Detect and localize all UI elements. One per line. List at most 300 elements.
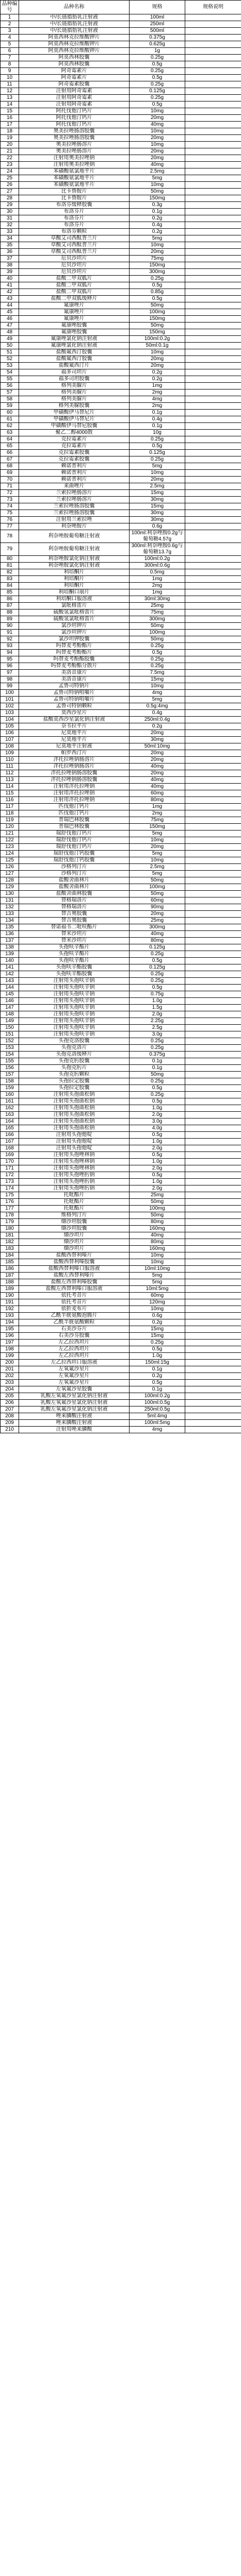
cell-product-name: 布洛芬颗粒 — [19, 229, 130, 235]
cell-product-name: 唑来膦酸注射液 — [19, 1420, 130, 1427]
cell-product-no: 149 — [1, 1018, 19, 1025]
table-row — [1, 730, 241, 737]
cell-spec-note — [185, 1045, 241, 1052]
cell-spec: 30mg — [130, 737, 185, 743]
cell-spec: 150mg — [130, 329, 185, 336]
cell-product-no: 15 — [1, 108, 19, 115]
cell-product-name: 乳酸左氧氟沙星氯化钠注射液 — [19, 1400, 130, 1406]
cell-spec: 1mg — [130, 589, 185, 596]
table-row — [1, 777, 241, 784]
cell-product-no: 58 — [1, 396, 19, 403]
cell-spec: 0.2g — [130, 1319, 185, 1326]
table-row — [1, 383, 241, 389]
cell-product-name: 厄贝沙坦片 — [19, 269, 130, 276]
cell-spec: 10mg — [130, 142, 185, 148]
cell-spec-note — [185, 770, 241, 777]
cell-product-name: 布洛芬片 — [19, 222, 130, 229]
cell-spec-note — [185, 229, 241, 235]
cell-spec: 50ml:10mg — [130, 743, 185, 750]
cell-product-no: 172 — [1, 1172, 19, 1179]
cell-product-name: 头孢克洛缓释片 — [19, 1052, 130, 1058]
table-row — [1, 510, 241, 517]
cell-product-no: 151 — [1, 1031, 19, 1038]
cell-product-no: 164 — [1, 1118, 19, 1125]
table-row — [1, 1159, 241, 1165]
cell-spec: 5mg — [130, 871, 185, 877]
cell-product-name: 注射用泮托拉唑钠 — [19, 790, 130, 797]
cell-product-no: 119 — [1, 817, 19, 824]
table-row — [1, 1206, 241, 1212]
cell-product-no: 6 — [1, 48, 19, 55]
cell-spec-note — [185, 1118, 241, 1125]
cell-product-name: 乙酰半胱氨酸泡腾片 — [19, 1313, 130, 1319]
table-row — [1, 837, 241, 844]
cell-product-name: 注射用阿奇霉素 — [19, 95, 130, 101]
cell-spec-note — [185, 730, 241, 737]
cell-product-name: 瑞舒伐他汀钙胶囊 — [19, 857, 130, 864]
cell-spec: 120mg — [130, 1299, 185, 1306]
cell-product-no: 94 — [1, 650, 19, 656]
table-row — [1, 356, 241, 363]
table-row — [1, 1005, 241, 1011]
cell-spec: 0.1g — [130, 1366, 185, 1373]
cell-product-no: 205 — [1, 1393, 19, 1400]
cell-spec-note — [185, 1252, 241, 1259]
cell-spec-note — [185, 470, 241, 477]
cell-spec-note — [185, 323, 241, 329]
cell-product-no: 47 — [1, 323, 19, 329]
cell-spec-note — [185, 670, 241, 676]
cell-product-no: 188 — [1, 1279, 19, 1286]
table-row — [1, 1346, 241, 1353]
cell-product-no: 148 — [1, 1011, 19, 1018]
cell-product-name: 替吉奥胶囊 — [19, 911, 130, 918]
cell-product-name: 奥美拉唑肠溶片 — [19, 142, 130, 148]
table-row — [1, 369, 241, 376]
cell-product-name: 盐酸舍曲林片 — [19, 877, 130, 884]
table-row — [1, 891, 241, 897]
table-row — [1, 35, 241, 41]
cell-product-no: 95 — [1, 656, 19, 663]
table-row — [1, 1413, 241, 1420]
table-row — [1, 797, 241, 804]
cell-product-name: 阿托伐他汀钙片 — [19, 122, 130, 128]
table-row — [1, 1373, 241, 1380]
cell-spec-note — [185, 1185, 241, 1192]
cell-product-name: 泮托拉唑钠肠溶片 — [19, 764, 130, 770]
cell-spec-note — [185, 703, 241, 710]
cell-product-name: 苯磺酸氨氯地平片 — [19, 182, 130, 189]
cell-spec: 300mg — [130, 924, 185, 931]
cell-spec-note — [185, 737, 241, 743]
cell-spec-note — [185, 951, 241, 958]
cell-spec: 4mg — [130, 1427, 185, 1433]
cell-product-name: 缬沙坦胶囊 — [19, 1219, 130, 1226]
cell-spec: 0.2g — [130, 723, 185, 730]
cell-spec-note — [185, 383, 241, 389]
table-row — [1, 1266, 241, 1273]
cell-product-name: 左乙拉西坦片 — [19, 1353, 130, 1360]
cell-product-no: 25 — [1, 175, 19, 182]
cell-spec-note — [185, 309, 241, 316]
table-row — [1, 1360, 241, 1366]
table-row — [1, 750, 241, 757]
cell-spec: 50mg — [130, 636, 185, 643]
cell-spec: 40mg — [130, 1232, 185, 1239]
cell-spec: 0.25g — [130, 643, 185, 650]
table-row — [1, 517, 241, 523]
cell-product-name: 布洛芬缓释胶囊 — [19, 202, 130, 209]
cell-spec-note — [185, 296, 241, 302]
table-row — [1, 503, 241, 510]
cell-spec: 20mg — [130, 757, 185, 764]
cell-spec: 10mg — [130, 857, 185, 864]
cell-product-name: 阿托伐他汀钙片 — [19, 115, 130, 122]
cell-product-no: 70 — [1, 477, 19, 483]
table-row — [1, 985, 241, 991]
cell-spec-note — [185, 1360, 241, 1366]
cell-product-no: 102 — [1, 703, 19, 710]
cell-product-no: 160 — [1, 1092, 19, 1098]
cell-product-no: 61 — [1, 416, 19, 423]
cell-spec: 20mg — [130, 356, 185, 363]
cell-product-name: 左氧氟沙星片 — [19, 1366, 130, 1373]
cell-product-name: 头孢呋辛酯胶囊 — [19, 971, 130, 978]
cell-product-name: 注射用头孢唑林钠 — [19, 1159, 130, 1165]
cell-spec: 3.0g — [130, 1118, 185, 1125]
cell-product-no: 35 — [1, 242, 19, 249]
cell-product-name: 注射用泮托拉唑钠 — [19, 797, 130, 804]
table-row — [1, 1286, 241, 1293]
cell-spec-note — [185, 576, 241, 583]
table-row — [1, 871, 241, 877]
cell-spec-note — [185, 61, 241, 68]
cell-spec-note — [185, 21, 241, 28]
cell-product-no: 80 — [1, 556, 19, 563]
cell-spec-note — [185, 1018, 241, 1025]
cell-spec-note — [185, 1192, 241, 1199]
cell-spec: 0.5g — [130, 443, 185, 450]
cell-product-no: 147 — [1, 1005, 19, 1011]
cell-product-no: 180 — [1, 1226, 19, 1232]
cell-product-no: 195 — [1, 1326, 19, 1333]
cell-spec-note — [185, 430, 241, 436]
table-row — [1, 463, 241, 470]
cell-product-name: 甲磺酸伊马替尼片 — [19, 410, 130, 416]
cell-product-no: 30 — [1, 209, 19, 215]
cell-spec-note — [185, 369, 241, 376]
cell-spec-note — [185, 142, 241, 148]
cell-spec: 0.25g — [130, 663, 185, 670]
table-row — [1, 242, 241, 249]
cell-product-name: 格列美脲片 — [19, 396, 130, 403]
cell-spec: 100mg — [130, 884, 185, 891]
cell-product-no: 5 — [1, 41, 19, 48]
cell-product-no: 141 — [1, 964, 19, 971]
cell-product-no: 37 — [1, 256, 19, 262]
cell-product-no: 127 — [1, 871, 19, 877]
table-row — [1, 389, 241, 396]
cell-spec: 0.2g — [130, 1373, 185, 1380]
table-row — [1, 938, 241, 944]
cell-product-no: 210 — [1, 1427, 19, 1433]
cell-spec-note — [185, 723, 241, 730]
cell-spec: 0.5g — [130, 282, 185, 289]
table-row — [1, 269, 241, 276]
cell-spec-note — [185, 998, 241, 1005]
cell-spec-note — [185, 316, 241, 323]
table-row — [1, 710, 241, 717]
cell-product-no: 97 — [1, 670, 19, 676]
cell-product-name: 乳酸左氧氟沙星氯化钠注射液 — [19, 1406, 130, 1413]
cell-spec: 75mg — [130, 817, 185, 824]
cell-product-no: 129 — [1, 884, 19, 891]
cell-product-no: 109 — [1, 750, 19, 757]
cell-product-no: 118 — [1, 810, 19, 817]
cell-product-no: 33 — [1, 229, 19, 235]
cell-spec-note — [185, 790, 241, 797]
cell-spec-note — [185, 209, 241, 215]
cell-spec: 0.4g — [130, 416, 185, 423]
cell-product-name: 替吉奥胶囊 — [19, 918, 130, 924]
cell-spec-note — [185, 851, 241, 857]
cell-product-name: 泮托拉唑钠肠溶胶囊 — [19, 777, 130, 784]
cell-product-no: 65 — [1, 443, 19, 450]
cell-product-name: 奈韦拉平片 — [19, 723, 130, 730]
cell-spec-note — [185, 276, 241, 282]
cell-product-no: 189 — [1, 1286, 19, 1293]
table-row — [1, 656, 241, 663]
cell-spec: 100mg — [130, 630, 185, 636]
table-row — [1, 155, 241, 162]
cell-spec-note — [185, 616, 241, 623]
table-row — [1, 569, 241, 576]
cell-product-name: 盐酸二甲双胍片 — [19, 282, 130, 289]
cell-spec: 0.75g — [130, 991, 185, 998]
cell-product-no: 192 — [1, 1306, 19, 1313]
cell-product-name: 苯磺酸氨氯地平片 — [19, 168, 130, 175]
cell-product-no: 1 — [1, 14, 19, 21]
cell-product-name: 注射用头孢呋辛钠 — [19, 978, 130, 985]
cell-spec: 40mg — [130, 784, 185, 790]
cell-spec: 0.125g — [130, 88, 185, 95]
cell-product-no: 99 — [1, 683, 19, 690]
cell-product-name: 孟鲁司特钠咀嚼片 — [19, 697, 130, 703]
table-row — [1, 964, 241, 971]
cell-spec-note — [185, 1199, 241, 1206]
cell-spec-note — [185, 108, 241, 115]
cell-product-no: 11 — [1, 81, 19, 88]
table-row — [1, 743, 241, 750]
cell-product-no: 196 — [1, 1333, 19, 1340]
cell-product-no: 100 — [1, 690, 19, 697]
cell-product-no: 21 — [1, 148, 19, 155]
cell-product-name: 盐酸左西替利嗪口服溶液 — [19, 1286, 130, 1293]
table-row — [1, 1353, 241, 1360]
table-row — [1, 1219, 241, 1226]
cell-spec: 20mg — [130, 750, 185, 757]
table-row — [1, 596, 241, 603]
cell-product-name: 替米沙坦片 — [19, 931, 130, 938]
cell-spec-note — [185, 1413, 241, 1420]
cell-product-name: 左氧氟沙星片 — [19, 1380, 130, 1386]
cell-spec-note — [185, 456, 241, 463]
cell-product-name: 注射用头孢他啶 — [19, 1132, 130, 1139]
cell-product-no: 38 — [1, 262, 19, 269]
cell-product-no: 171 — [1, 1165, 19, 1172]
table-row — [1, 1199, 241, 1206]
cell-product-no: 63 — [1, 430, 19, 436]
cell-spec-note — [185, 363, 241, 369]
cell-product-no: 181 — [1, 1232, 19, 1239]
table-row — [1, 1232, 241, 1239]
cell-spec-note — [185, 490, 241, 497]
cell-spec: 10mg — [130, 349, 185, 356]
cell-spec-note — [185, 864, 241, 871]
cell-spec-note — [185, 964, 241, 971]
cell-product-no: 146 — [1, 998, 19, 1005]
table-row — [1, 723, 241, 730]
cell-product-name: 格列美脲片 — [19, 383, 130, 389]
cell-product-no: 90 — [1, 623, 19, 630]
cell-product-no: 12 — [1, 88, 19, 95]
cell-product-name: 阿莫西林胶囊 — [19, 61, 130, 68]
cell-product-name: 利培酮片 — [19, 576, 130, 583]
cell-product-name: 赖诺普利片 — [19, 477, 130, 483]
table-row — [1, 1072, 241, 1078]
table-row — [1, 1185, 241, 1192]
cell-spec-note — [185, 269, 241, 276]
cell-product-name: 注射用头孢呋辛钠 — [19, 1011, 130, 1018]
table-row — [1, 770, 241, 777]
cell-product-name: 克拉霉素片 — [19, 443, 130, 450]
cell-spec-note — [185, 1279, 241, 1286]
table-row — [1, 95, 241, 101]
table-row — [1, 202, 241, 209]
cell-spec: 60mg — [130, 790, 185, 797]
table-row — [1, 717, 241, 723]
cell-product-name: 匹伐他汀钙片 — [19, 804, 130, 810]
cell-product-no: 207 — [1, 1406, 19, 1413]
table-row — [1, 450, 241, 456]
cell-spec: 0.5g — [130, 958, 185, 964]
cell-product-no: 20 — [1, 142, 19, 148]
cell-product-name: 赖诺普利片 — [19, 463, 130, 470]
table-row — [1, 1326, 241, 1333]
cell-product-no: 137 — [1, 938, 19, 944]
cell-spec: 2mg — [130, 403, 185, 410]
cell-spec: 0.5g — [130, 1098, 185, 1105]
cell-product-name: 硫酸氢氯吡格雷片 — [19, 616, 130, 623]
cell-product-no: 50 — [1, 343, 19, 349]
cell-product-no: 182 — [1, 1239, 19, 1246]
cell-spec: 25mg — [130, 918, 185, 924]
table-row — [1, 616, 241, 623]
cell-spec: 100ml:0.5g — [130, 1400, 185, 1406]
cell-product-no: 183 — [1, 1246, 19, 1252]
cell-spec-note — [185, 556, 241, 563]
cell-spec-note — [185, 215, 241, 222]
table-row — [1, 189, 241, 195]
cell-spec-note — [185, 1052, 241, 1058]
header-product-no: 品种编号 — [1, 1, 19, 14]
cell-spec-note — [185, 1319, 241, 1326]
cell-spec-note — [185, 202, 241, 209]
cell-spec: 15mg — [130, 503, 185, 510]
table-row — [1, 991, 241, 998]
cell-spec: 5ml:4mg — [130, 1413, 185, 1420]
cell-product-name: 氯沙坦钾片 — [19, 630, 130, 636]
cell-spec-note — [185, 764, 241, 770]
cell-product-name: 阿托伐他汀钙片 — [19, 108, 130, 115]
cell-product-name: 利奈唑胺氯化钠注射液 — [19, 563, 130, 569]
cell-product-name: 头孢呋辛酯片 — [19, 944, 130, 951]
table-row — [1, 477, 241, 483]
cell-spec-note — [185, 1145, 241, 1152]
cell-product-name: 注射用头孢呋辛钠 — [19, 998, 130, 1005]
cell-spec-note — [185, 837, 241, 844]
cell-spec-note — [185, 1065, 241, 1072]
cell-spec: 0.25g — [130, 1092, 185, 1098]
cell-product-no: 185 — [1, 1259, 19, 1266]
cell-product-name: 注射用头孢呋辛钠 — [19, 1025, 130, 1031]
cell-product-no: 125 — [1, 857, 19, 864]
cell-spec-note — [185, 1427, 241, 1433]
cell-product-name: 注射用头孢曲松钠 — [19, 1092, 130, 1098]
table-row — [1, 209, 241, 215]
cell-spec-note — [185, 329, 241, 336]
cell-spec-note — [185, 463, 241, 470]
cell-product-name: 克拉霉素片 — [19, 436, 130, 443]
cell-product-name: 注射用头孢曲松钠 — [19, 1125, 130, 1132]
table-row — [1, 1018, 241, 1025]
cell-spec: 0.2g — [130, 229, 185, 235]
table-row — [1, 249, 241, 256]
cell-product-name: 厄贝沙坦片 — [19, 262, 130, 269]
cell-product-no: 28 — [1, 195, 19, 202]
cell-product-name: 替格瑞洛片 — [19, 904, 130, 911]
cell-spec-note — [185, 918, 241, 924]
cell-spec: 10mg — [130, 1259, 185, 1266]
cell-product-no: 3 — [1, 28, 19, 35]
cell-product-name: 阿莫西林克拉维酸钾片 — [19, 35, 130, 41]
cell-product-no: 135 — [1, 924, 19, 931]
cell-spec: 0.1g — [130, 209, 185, 215]
cell-spec: 1.0g — [130, 1353, 185, 1360]
cell-spec: 0.125g — [130, 964, 185, 971]
cell-product-name: 氟康唑片 — [19, 309, 130, 316]
cell-spec: 100mg — [130, 309, 185, 316]
cell-product-no: 108 — [1, 743, 19, 750]
cell-spec: 1mg — [130, 383, 185, 389]
cell-product-no: 83 — [1, 576, 19, 583]
cell-product-name: 克拉霉素胶囊 — [19, 450, 130, 456]
cell-product-name: 帕罗西汀片 — [19, 750, 130, 757]
cell-product-no: 122 — [1, 837, 19, 844]
cell-product-no: 8 — [1, 61, 19, 68]
table-row — [1, 583, 241, 589]
cell-product-name: 普瑞巴林胶囊 — [19, 817, 130, 824]
cell-product-no: 187 — [1, 1273, 19, 1279]
cell-spec-note — [185, 1346, 241, 1353]
table-row — [1, 931, 241, 938]
cell-product-name: 注射用头孢唑肟钠 — [19, 1172, 130, 1179]
cell-product-no: 36 — [1, 249, 19, 256]
cell-spec-note — [185, 155, 241, 162]
cell-spec: 15mg — [130, 1326, 185, 1333]
cell-spec-note — [185, 483, 241, 490]
cell-spec: 50mg — [130, 891, 185, 897]
